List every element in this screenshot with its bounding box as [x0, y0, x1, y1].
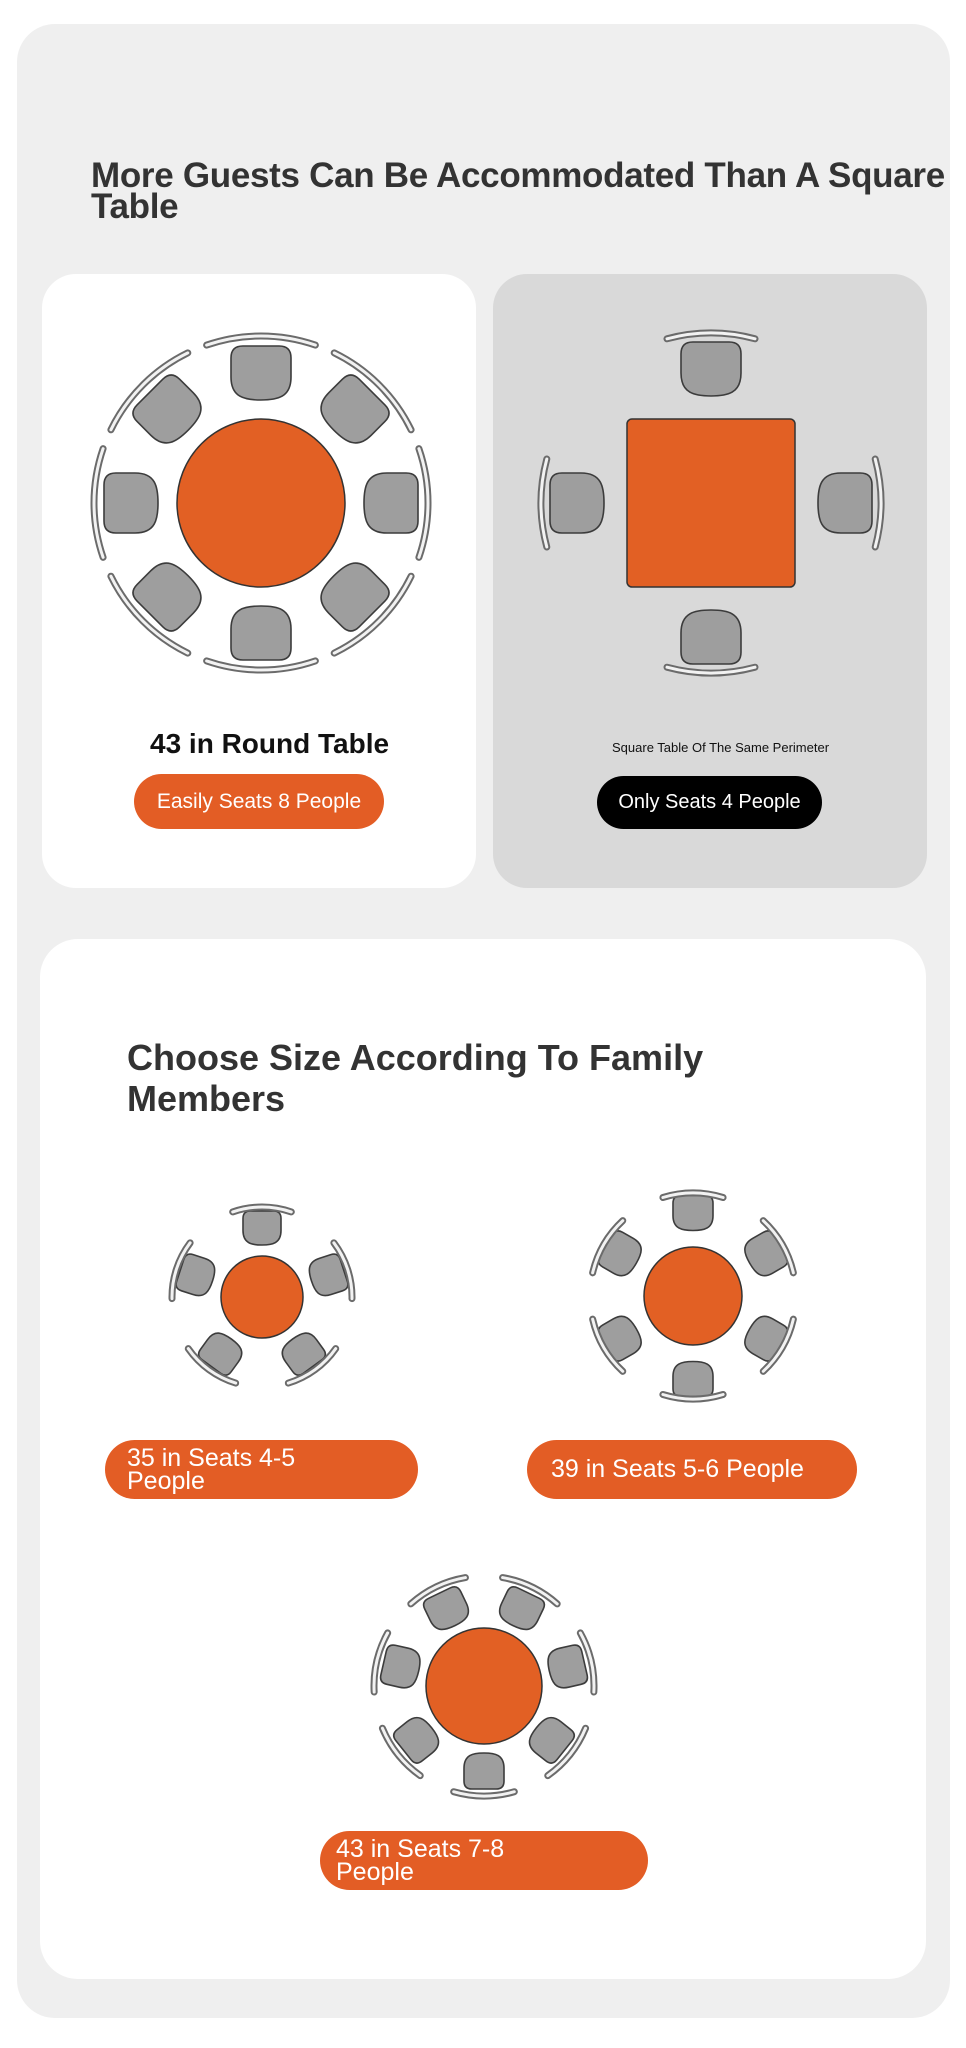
size-39-illustration — [583, 1186, 803, 1406]
size-option-2-chair — [663, 1193, 723, 1231]
size-option-3-chair — [411, 1578, 473, 1635]
square-chair — [541, 459, 604, 547]
size-option-2-chair — [593, 1221, 647, 1281]
round-big-chair — [111, 353, 209, 451]
square-seats-badge — [597, 776, 822, 829]
round-table-title: 43 in Round Table — [150, 728, 390, 759]
size-option-2-chair — [740, 1311, 794, 1371]
size-43-illustration — [364, 1566, 604, 1806]
round-big-table — [177, 419, 345, 587]
round-big-chair — [313, 555, 411, 653]
round-big-chair — [111, 555, 209, 653]
round-big-chair — [207, 336, 316, 400]
square-chair — [667, 333, 755, 396]
round-big-chair — [313, 353, 411, 451]
size-options-heading: Choose Size According To Family Members — [127, 1037, 704, 1119]
square-chair — [667, 610, 755, 673]
square-table-caption: Square Table Of The Same Perimeter — [612, 740, 830, 755]
round-big-chair — [207, 606, 316, 670]
size-option-1-chair — [233, 1207, 292, 1245]
round-big-chair — [94, 449, 158, 558]
size-option-3-chair — [524, 1712, 586, 1775]
size-option-3-chair — [495, 1578, 557, 1635]
round-seats-badge — [134, 774, 384, 829]
round-seats-badge-label: Easily Seats 8 People — [156, 789, 362, 813]
square-table — [627, 419, 795, 587]
size-39-badge-label: 39 in Seats 5-6 People — [551, 1455, 804, 1483]
size-43-badge-label: 43 in Seats 7-8 People — [336, 1834, 505, 1886]
comparison-heading: More Guests Can Be Accommodated Than A Square Table — [91, 156, 945, 226]
size-option-2-chair — [663, 1362, 723, 1400]
size-35-badge — [105, 1440, 418, 1499]
size-option-1-chair — [277, 1328, 336, 1383]
square-chair — [818, 459, 881, 547]
size-option-3-chair — [545, 1633, 594, 1692]
size-option-1-chair — [306, 1243, 352, 1299]
square-seats-badge-label: Only Seats 4 People — [618, 791, 801, 813]
size-39-badge — [527, 1440, 857, 1499]
size-option-2-table — [644, 1247, 742, 1345]
size-option-2-chair — [740, 1221, 794, 1281]
size-option-3-table — [426, 1628, 542, 1744]
size-option-2-chair — [593, 1311, 647, 1371]
round-big-chair — [364, 449, 428, 558]
size-option-1-chair — [188, 1328, 247, 1383]
size-43-badge — [320, 1831, 648, 1890]
size-option-1-table — [221, 1256, 303, 1338]
size-35-badge-label: 35 in Seats 4-5 People — [127, 1443, 296, 1495]
size-option-3-chair — [454, 1753, 515, 1796]
size-option-3-chair — [382, 1712, 444, 1775]
size-35-illustration — [162, 1197, 362, 1397]
size-option-1-chair — [172, 1243, 218, 1299]
size-option-3-chair — [374, 1633, 423, 1692]
